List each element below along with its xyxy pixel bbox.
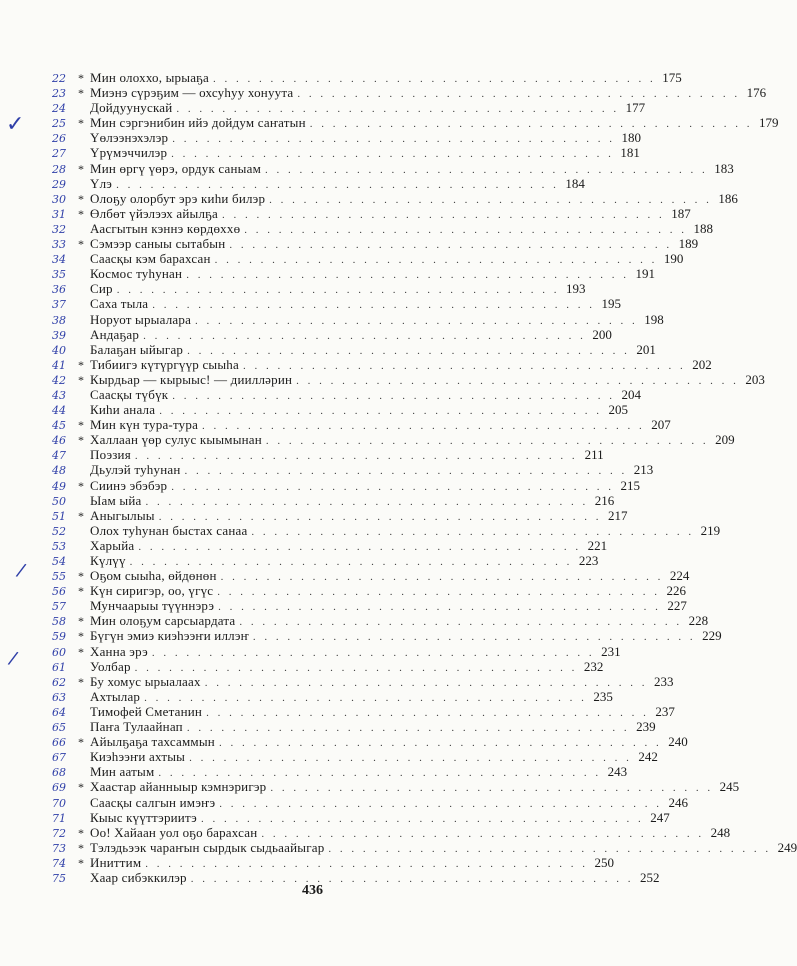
entry-title: Балаҕан ыйыгар (90, 341, 184, 357)
entry-page: 223 (578, 553, 599, 568)
pen-tick-icon: / (14, 559, 28, 582)
entry-page: 221 (587, 537, 608, 553)
entry-star: * (78, 372, 84, 387)
entry-page: 248 (710, 824, 731, 840)
entry-title: Үлэ (90, 175, 113, 191)
dot-leader: . . . . . . . . . . . . . . . . . . . . . . . . . . . . . . . . . . . . . . . (176, 103, 620, 116)
dot-leader: . . . . . . . . . . . . . . . . . . . . . . . . . . . . . . . . . . . . . . . (145, 857, 588, 870)
entry-star: * (78, 508, 84, 523)
toc-entry (52, 432, 735, 448)
entry-title: Сир (90, 281, 113, 297)
toc-entry (52, 386, 642, 402)
dot-leader: . . . . . . . . . . . . . . . . . . . . . . . . . . . . . . . . . . . . . . . (145, 495, 589, 508)
dot-leader: . . . . . . . . . . . . . . . . . . . . . . . . . . . . . . . . . . . . . . . (251, 525, 695, 538)
entry-title: Күн сиригэр, оо, үгүс (90, 583, 214, 599)
entry-number: 58 (52, 615, 66, 629)
entry-star: * (78, 674, 84, 689)
dot-leader: . . . . . . . . . . . . . . . . . . . . . . . . . . . . . . . . . . . . . . . (219, 797, 663, 810)
dot-leader: . . . . . . . . . . . . . . . . . . . . . . . . . . . . . . . . . . . . . . . (252, 631, 696, 644)
toc-entry (52, 115, 779, 131)
dot-leader: . . . . . . . . . . . . . . . . . . . . . . . . . . . . . . . . . . . . . . . (269, 193, 712, 206)
toc-entry (52, 296, 622, 312)
toc-entry (52, 643, 621, 659)
entry-star: * (78, 629, 84, 644)
dot-leader: . . . . . . . . . . . . . . . . . . . . . . . . . . . . . . . . . . . . . . . (129, 556, 573, 568)
toc-entry (52, 598, 687, 614)
dot-leader: . . . . . . . . . . . . . . . . . . . . . . . . . . . . . . . . . . . . . . . (200, 812, 644, 825)
entry-number: 52 (52, 524, 66, 538)
entry-number: 23 (52, 87, 66, 101)
dot-leader: . . . . . . . . . . . . . . . . . . . . . . . . . . . . . . . . . . . . . . . (204, 676, 648, 689)
entry-number: 57 (52, 600, 66, 614)
entry-star: * (78, 433, 84, 448)
dot-leader: . . . . . . . . . . . . . . . . . . . . . . . . . . . . . . . . . . . . . . . (297, 88, 741, 101)
dot-leader: . . . . . . . . . . . . . . . . . . . . . . . . . . . . . . . . . . . . . . . (265, 163, 708, 176)
toc-entry (52, 839, 797, 855)
entry-number: 48 (52, 464, 66, 478)
entry-title: Мин аатым (90, 764, 155, 780)
entry-number: 31 (52, 207, 66, 221)
toc-entry (52, 507, 628, 523)
toc-entry (52, 311, 664, 327)
entry-page: 239 (636, 719, 656, 735)
toc-entry (52, 779, 740, 795)
toc-entry (52, 341, 656, 357)
toc-entry (52, 854, 614, 870)
entry-page: 209 (715, 432, 735, 448)
dot-leader: . . . . . . . . . . . . . . . . . . . . . . . . . . . . . . . . . . . . . . . (261, 827, 705, 840)
entry-page: 250 (594, 854, 614, 870)
entry-number: 60 (52, 645, 66, 659)
dot-leader: . . . . . . . . . . . . . . . . . . . . . . . . . . . . . . . . . . . . . . . (270, 782, 714, 795)
entry-title: Аасгытын кэннэ көрдөххө (90, 220, 241, 236)
entry-page: 226 (666, 583, 687, 599)
entry-number: 59 (52, 630, 66, 644)
entry-number: 24 (52, 102, 66, 116)
entry-title: Поэзия (90, 447, 131, 463)
entry-title: Аныгылыы (90, 507, 155, 523)
entry-number: 34 (52, 253, 66, 267)
entry-page: 249 (777, 839, 797, 855)
dot-leader: . . . . . . . . . . . . . . . . . . . . . . . . . . . . . . . . . . . . . . . (186, 269, 629, 282)
entry-title: Оо! Хайаан уол оҕо барахсан (90, 824, 258, 840)
entry-page: 204 (621, 386, 642, 402)
entry-star: * (78, 478, 84, 493)
entry-number: 44 (52, 404, 66, 418)
entry-number: 33 (52, 238, 66, 252)
entry-star: * (78, 418, 84, 433)
dot-leader: . . . . . . . . . . . . . . . . . . . . . . . . . . . . . . . . . . . . . . . (171, 148, 614, 161)
entry-page: 193 (565, 281, 586, 297)
entry-page: 179 (759, 115, 779, 131)
toc-entry (52, 492, 615, 508)
toc-entry (52, 703, 675, 719)
dot-leader: . . . . . . . . . . . . . . . . . . . . . . . . . . . . . . . . . . . . . . . (116, 284, 560, 297)
entry-title: Хаар сибэккилэр (90, 869, 187, 885)
entry-title: Мин олоҕум сарсыардата (90, 613, 236, 629)
entry-star: * (78, 237, 84, 252)
entry-title: Өлбөт үйэлээх айылҕа (90, 205, 219, 221)
entry-star: * (78, 161, 84, 176)
entry-page: 202 (692, 356, 712, 372)
entry-page: 201 (636, 341, 656, 357)
entry-page: 207 (651, 417, 671, 433)
entry-page: 246 (668, 794, 689, 810)
entry-title: Тэлэдьээк чараҥын сырдык сыдьаайыгар (90, 839, 325, 855)
dot-leader: . . . . . . . . . . . . . . . . . . . . . . . . . . . . . . . . . . . . . . . (214, 254, 658, 267)
entry-page: 188 (693, 220, 714, 236)
dot-leader: . . . . . . . . . . . . . . . . . . . . . . . . . . . . . . . . . . . . . . . (187, 344, 630, 357)
entry-page: 217 (607, 507, 628, 523)
dot-leader: . . . . . . . . . . . . . . . . . . . . . . . . . . . . . . . . . . . . . . . (158, 767, 602, 780)
entry-page: 216 (594, 492, 615, 508)
toc-entry (52, 266, 655, 282)
entry-number: 75 (52, 871, 66, 885)
entry-page: 228 (688, 613, 709, 629)
entry-page: 177 (625, 100, 646, 116)
entry-page: 205 (608, 402, 628, 418)
dot-leader: . . . . . . . . . . . . . . . . . . . . . . . . . . . . . . . . . . . . . . . (195, 314, 638, 327)
toc-entry (52, 719, 656, 735)
entry-page: 219 (700, 522, 721, 538)
dot-leader: . . . . . . . . . . . . . . . . . . . . . . . . . . . . . . . . . . . . . . . (328, 842, 772, 855)
toc-entry (52, 794, 689, 810)
dot-leader: . . . . . . . . . . . . . . . . . . . . . . . . . . . . . . . . . . . . . . . (229, 239, 673, 252)
entry-page: 235 (593, 688, 613, 704)
dot-leader: . . . . . . . . . . . . . . . . . . . . . . . . . . . . . . . . . . . . . . . (220, 571, 664, 584)
entry-title: Мин сэргэнибин ийэ дойдум саҥатын (90, 115, 306, 131)
entry-title: Хаастар айанныыр кэмнэригэр (90, 779, 267, 795)
toc-entry (52, 673, 674, 689)
toc-entry (52, 205, 691, 221)
toc-entry (52, 462, 654, 478)
entry-number: 40 (52, 343, 66, 357)
entry-star: * (78, 116, 84, 131)
check-mark-icon: ✓ (6, 112, 25, 137)
entry-page: 213 (633, 462, 654, 478)
entry-title: Мин өргү үөрэ, ордук саныам (90, 160, 262, 176)
table-of-contents (52, 70, 797, 885)
toc-entry (52, 417, 671, 433)
entry-star: * (78, 206, 84, 221)
entry-number: 68 (52, 766, 66, 780)
entry-number: 26 (52, 132, 66, 146)
entry-number: 73 (52, 841, 66, 855)
toc-entry (52, 824, 731, 840)
entry-number: 39 (52, 328, 66, 342)
entry-number: 70 (52, 796, 66, 810)
dot-leader: . . . . . . . . . . . . . . . . . . . . . . . . . . . . . . . . . . . . . . . (190, 872, 634, 885)
entry-star: * (78, 191, 84, 206)
entry-number: 63 (52, 690, 66, 704)
entry-number: 61 (52, 660, 66, 674)
entry-number: 49 (52, 479, 66, 493)
toc-entry (52, 326, 612, 342)
entry-page: 203 (745, 371, 765, 387)
toc-entry (52, 537, 608, 553)
entry-title: Дьулэй туһунан (90, 462, 181, 478)
entry-title: Мунчаарыы түүннэрэ (90, 598, 215, 614)
dot-leader: . . . . . . . . . . . . . . . . . . . . . . . . . . . . . . . . . . . . . . . (159, 405, 602, 418)
toc-entry (52, 734, 688, 750)
toc-entry (52, 658, 604, 674)
entry-number: 67 (52, 751, 66, 765)
entry-star: * (78, 735, 84, 750)
entry-title: Сэмээр саныы сытабын (90, 236, 226, 252)
toc-entry (52, 583, 687, 599)
entry-star: * (78, 584, 84, 599)
entry-page: 245 (719, 779, 740, 795)
entry-title: Андаҕар (90, 326, 140, 342)
entry-title: Мин олоххо, ырыаҕа (90, 70, 210, 85)
page-number: 436 (302, 883, 323, 898)
entry-number: 47 (52, 449, 66, 463)
entry-number: 28 (52, 162, 66, 176)
entry-number: 66 (52, 736, 66, 750)
entry-title: Паҥа Тулаайнап (90, 719, 183, 735)
entry-star: * (78, 780, 84, 795)
entry-page: 227 (667, 598, 687, 614)
entry-number: 53 (52, 539, 66, 553)
toc-entry (52, 190, 738, 206)
entry-page: 240 (668, 734, 688, 750)
dot-leader: . . . . . . . . . . . . . . . . . . . . . . . . . . . . . . . . . . . . . . . (158, 510, 602, 523)
entry-number: 22 (52, 72, 66, 85)
toc-entry (52, 160, 734, 176)
dot-leader: . . . . . . . . . . . . . . . . . . . . . . . . . . . . . . . . . . . . . . . (222, 208, 665, 221)
entry-title: Кыыс күүттэриитэ (90, 809, 197, 825)
entry-number: 56 (52, 585, 66, 599)
entry-page: 229 (702, 628, 722, 644)
entry-title: Иниттим (90, 854, 142, 870)
entry-title: Кырдьар — кырыыс! — диилләрин (90, 371, 293, 387)
entry-title: Киһи анала (90, 402, 156, 418)
toc-entry (52, 568, 690, 584)
entry-page: 231 (601, 643, 621, 659)
dot-leader: . . . . . . . . . . . . . . . . . . . . . . . . . . . . . . . . . . . . . . . (296, 374, 739, 387)
entry-number: 50 (52, 494, 66, 508)
entry-page: 184 (565, 175, 585, 191)
dot-leader: . . . . . . . . . . . . . . . . . . . . . . . . . . . . . . . . . . . . . . . (134, 661, 578, 674)
entry-page: 215 (620, 477, 640, 493)
entry-page: 233 (653, 673, 674, 689)
entry-title: Харыйа (90, 537, 135, 553)
dot-leader: . . . . . . . . . . . . . . . . . . . . . . . . . . . . . . . . . . . . . . . (171, 480, 614, 493)
dot-leader: . . . . . . . . . . . . . . . . . . . . . . . . . . . . . . . . . . . . . . . (265, 435, 709, 448)
entry-star: * (78, 357, 84, 372)
entry-number: 54 (52, 555, 66, 568)
dot-leader: . . . . . . . . . . . . . . . . . . . . . . . . . . . . . . . . . . . . . . . (143, 329, 586, 342)
entry-number: 64 (52, 705, 66, 719)
entry-title: Мин күн тура-тура (90, 417, 199, 433)
entry-star: * (78, 840, 84, 855)
entry-page: 189 (678, 236, 699, 252)
entry-number: 65 (52, 721, 66, 735)
toc-entry (52, 130, 641, 146)
entry-number: 43 (52, 388, 66, 402)
toc-entry (52, 749, 658, 765)
toc-entry (52, 688, 613, 704)
toc-entry (52, 70, 682, 85)
entry-page: 191 (635, 266, 655, 282)
toc-entry (52, 281, 586, 297)
entry-page: 237 (655, 703, 675, 719)
pen-tick-icon: / (6, 647, 20, 670)
toc-entry (52, 628, 722, 644)
entry-page: 183 (714, 160, 734, 176)
dot-leader: . . . . . . . . . . . . . . . . . . . . . . . . . . . . . . . . . . . . . . . (172, 133, 615, 146)
entry-title: Норуот ырыалара (90, 311, 192, 327)
dot-leader: . . . . . . . . . . . . . . . . . . . . . . . . . . . . . . . . . . . . . . . (152, 299, 596, 312)
entry-title: Айылҕаҕа тахсаммын (90, 734, 215, 750)
entry-number: 32 (52, 222, 66, 236)
entry-page: 247 (650, 809, 670, 825)
toc-entry (52, 553, 599, 568)
dot-leader: . . . . . . . . . . . . . . . . . . . . . . . . . . . . . . . . . . . . . . . (138, 540, 582, 553)
dot-leader: . . . . . . . . . . . . . . . . . . . . . . . . . . . . . . . . . . . . . . . (202, 420, 645, 433)
entry-title: Саасқы түбүк (90, 386, 169, 402)
entry-title: Дойдуунускай (90, 100, 173, 116)
toc-entry (52, 236, 699, 252)
entry-page: 187 (671, 205, 691, 221)
dot-leader: . . . . . . . . . . . . . . . . . . . . . . . . . . . . . . . . . . . . . . . (184, 465, 628, 478)
toc-entry (52, 522, 721, 538)
entry-number: 45 (52, 419, 66, 433)
entry-number: 30 (52, 192, 66, 206)
entry-title: Бу хомус ырыалаах (90, 673, 201, 689)
entry-star: * (78, 71, 84, 85)
toc-entry (52, 251, 684, 267)
entry-star: * (78, 825, 84, 840)
entry-page: 200 (592, 326, 612, 342)
entry-title: Ханна эрэ (90, 643, 148, 659)
entry-number: 35 (52, 268, 66, 282)
toc-entry (52, 447, 604, 463)
dot-leader: . . . . . . . . . . . . . . . . . . . . . . . . . . . . . . . . . . . . . . . (134, 450, 578, 463)
entry-page: 243 (607, 764, 628, 780)
entry-number: 42 (52, 373, 66, 387)
entry-page: 242 (638, 749, 658, 765)
entry-number: 74 (52, 856, 66, 870)
toc-entry (52, 100, 646, 116)
entry-number: 72 (52, 826, 66, 840)
entry-title: Үрүмэччилэр (90, 145, 168, 161)
entry-number: 38 (52, 313, 66, 327)
entry-title: Уолбар (90, 658, 131, 674)
entry-page: 176 (746, 85, 767, 101)
entry-star: * (78, 855, 84, 870)
toc-entry (52, 477, 640, 493)
entry-page: 180 (621, 130, 641, 146)
entry-page: 175 (662, 70, 682, 85)
toc-entry (52, 764, 628, 780)
entry-title: Үөлээнэхэлэр (90, 130, 169, 146)
entry-star: * (78, 86, 84, 101)
toc-entry (52, 85, 767, 101)
entry-page: 190 (663, 251, 684, 267)
dot-leader: . . . . . . . . . . . . . . . . . . . . . . . . . . . . . . . . . . . . . . . (116, 178, 559, 191)
entry-title: Саасқы салгын имэҥэ (90, 794, 216, 810)
entry-number: 51 (52, 509, 66, 523)
dot-leader: . . . . . . . . . . . . . . . . . . . . . . . . . . . . . . . . . . . . . . . (144, 691, 587, 704)
dot-leader: . . . . . . . . . . . . . . . . . . . . . . . . . . . . . . . . . . . . . . . (206, 706, 649, 719)
entry-title: Тимофей Сметанин (90, 703, 203, 719)
entry-star: * (78, 569, 84, 584)
entry-title: Халлаан үөр сулус кыымынан (90, 432, 262, 448)
entry-page: 195 (601, 296, 622, 312)
entry-title: Олоҕу олорбут эрэ киһи билэр (90, 190, 266, 206)
entry-number: 36 (52, 283, 66, 297)
toc-entry (52, 809, 670, 825)
entry-title: Саха тыла (90, 296, 149, 312)
toc-entry (52, 371, 765, 387)
toc-entry (52, 613, 709, 629)
entry-title: Ыам ыйа (90, 492, 142, 508)
entry-number: 71 (52, 811, 66, 825)
dot-leader: . . . . . . . . . . . . . . . . . . . . . . . . . . . . . . . . . . . . . . . (186, 722, 630, 735)
entry-page: 181 (620, 145, 640, 161)
entry-page: 186 (718, 190, 738, 206)
dot-leader: . . . . . . . . . . . . . . . . . . . . . . . . . . . . . . . . . . . . . . . (189, 752, 632, 765)
entry-page: 232 (583, 658, 604, 674)
dot-leader: . . . . . . . . . . . . . . . . . . . . . . . . . . . . . . . . . . . . . . . (242, 359, 686, 372)
entry-star: * (78, 644, 84, 659)
entry-number: 55 (52, 570, 66, 584)
toc-entry (52, 145, 640, 161)
entry-title: Күлүү (90, 553, 126, 568)
entry-title: Миэнэ сүрэҕим — охсуһуу хонуута (90, 85, 294, 101)
entry-page: 198 (644, 311, 664, 327)
dot-leader: . . . . . . . . . . . . . . . . . . . . . . . . . . . . . . . . . . . . . . . (217, 586, 661, 599)
entry-title: Космос туһунан (90, 266, 183, 282)
toc-entry (52, 402, 628, 418)
entry-page: 224 (669, 568, 690, 584)
entry-title: Ахтылар (90, 688, 141, 704)
dot-leader: . . . . . . . . . . . . . . . . . . . . . . . . . . . . . . . . . . . . . . . (309, 118, 753, 131)
entry-title: Сиинэ эбэбэр (90, 477, 168, 493)
entry-title: Саасқы кэм барахсан (90, 251, 211, 267)
entry-title: Тибиигэ күтүргүүр сыыһа (90, 356, 239, 372)
entry-number: 27 (52, 147, 66, 161)
entry-number: 29 (52, 177, 66, 191)
entry-number: 41 (52, 358, 66, 372)
entry-number: 69 (52, 781, 66, 795)
entry-page: 211 (584, 447, 604, 463)
entry-title: Киэһээҥи ахтыы (90, 749, 186, 765)
dot-leader: . . . . . . . . . . . . . . . . . . . . . . . . . . . . . . . . . . . . . . . (244, 223, 688, 236)
entry-number: 37 (52, 298, 66, 312)
toc-entry (52, 220, 714, 236)
toc-entry (52, 356, 712, 372)
dot-leader: . . . . . . . . . . . . . . . . . . . . . . . . . . . . . . . . . . . . . . . (218, 601, 661, 614)
dot-leader: . . . . . . . . . . . . . . . . . . . . . . . . . . . . . . . . . . . . . . . (239, 616, 683, 629)
dot-leader: . . . . . . . . . . . . . . . . . . . . . . . . . . . . . . . . . . . . . . . (218, 737, 662, 750)
entry-title: Оҕом сыыһа, өйдөнөн (90, 568, 217, 584)
entry-number: 62 (52, 675, 66, 689)
dot-leader: . . . . . . . . . . . . . . . . . . . . . . . . . . . . . . . . . . . . . . . (151, 646, 595, 659)
entry-number: 25 (52, 117, 66, 131)
entry-page: 252 (640, 869, 660, 885)
entry-title: Олох туһунан быстах санаа (90, 522, 248, 538)
entry-star: * (78, 614, 84, 629)
entry-title: Бүгүн эмиэ киэһээҥи иллэҥ (90, 628, 249, 644)
dot-leader: . . . . . . . . . . . . . . . . . . . . . . . . . . . . . . . . . . . . . . . (213, 73, 656, 85)
dot-leader: . . . . . . . . . . . . . . . . . . . . . . . . . . . . . . . . . . . . . . . (172, 389, 616, 402)
entry-number: 46 (52, 434, 66, 448)
toc-entry (52, 175, 585, 191)
